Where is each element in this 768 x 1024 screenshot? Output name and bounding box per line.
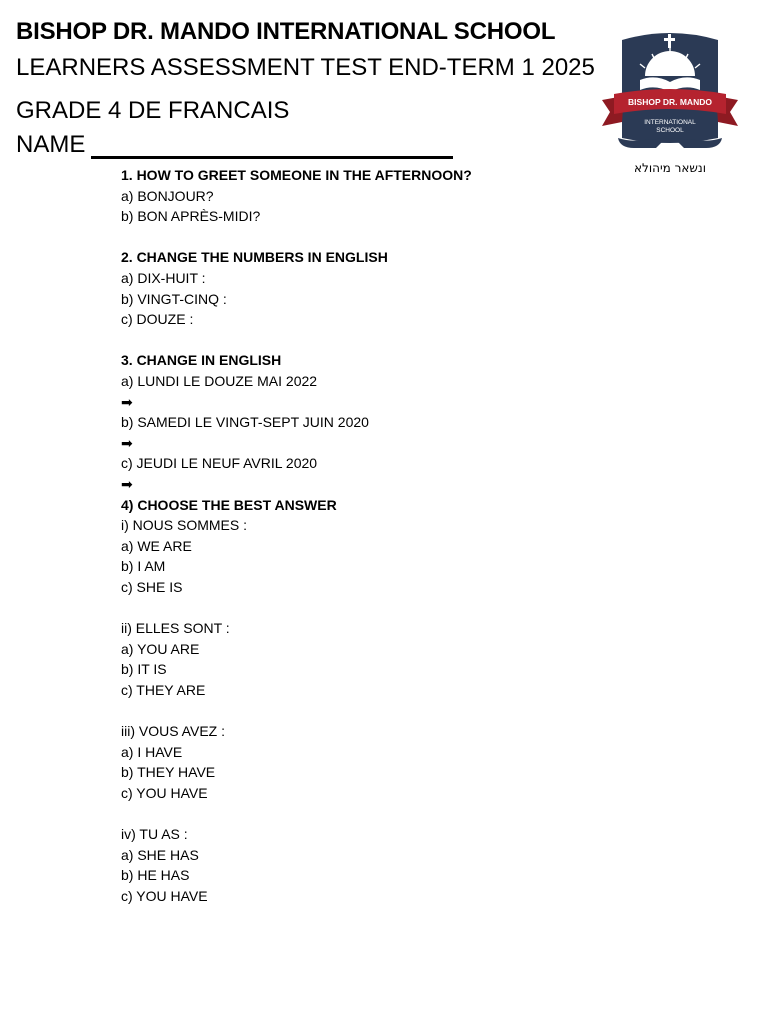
logo-sub-text-2: SCHOOL: [656, 127, 684, 134]
q4-i-option-b: b) I AM: [121, 558, 166, 575]
q4-iv-option-a: a) SHE HAS: [121, 846, 199, 863]
questions: [121, 165, 581, 906]
test-title: LEARNERS ASSESSMENT TEST END-TERM 1 2025: [16, 54, 595, 81]
q2-item-c: c) DOUZE :: [121, 311, 194, 328]
school-name: BISHOP DR. MANDO INTERNATIONAL SCHOOL: [16, 18, 556, 45]
q4-iv-prompt: iv) TU AS :: [121, 826, 188, 842]
q4-iii-prompt: iii) VOUS AVEZ :: [121, 723, 225, 740]
school-logo: [600, 30, 740, 180]
logo-banner-text: BISHOP DR. MANDO: [628, 97, 712, 107]
arrow-icon: ➡: [121, 475, 133, 492]
q4-iii-option-b: b) THEY HAVE: [121, 764, 216, 781]
arrow-icon: ➡: [121, 393, 133, 410]
q3-item-b: b) SAMEDI LE VINGT-SEPT JUIN 2020: [121, 414, 369, 431]
q2-item-b: b) VINGT-CINQ :: [121, 290, 227, 307]
q4-i-option-c: c) SHE IS: [121, 578, 183, 595]
q4-iv-option-c: c) YOU HAVE: [121, 887, 208, 904]
name-label: NAME: [16, 131, 86, 158]
name-blank-line[interactable]: [91, 134, 453, 159]
q4-i-option-a: a) WE ARE: [121, 537, 192, 554]
arrow-icon: ➡: [121, 434, 133, 451]
logo-sub-text-1: INTERNATIONAL: [644, 119, 696, 126]
question-2-title: 2. CHANGE THE NUMBERS IN ENGLISH: [121, 249, 388, 266]
logo-motto: ונשאר מיהולא: [634, 161, 706, 175]
q4-ii-option-a: a) YOU ARE: [121, 640, 200, 657]
q2-item-a: a) DIX-HUIT :: [121, 269, 206, 286]
q1-option-b: b) BON APRÈS-MIDI?: [121, 208, 261, 225]
question-4-title: 4) CHOOSE THE BEST ANSWER: [121, 496, 337, 513]
q4-ii-prompt: ii) ELLES SONT :: [121, 620, 230, 637]
q3-item-a: a) LUNDI LE DOUZE MAI 2022: [121, 372, 318, 389]
q1-option-a: a) BONJOUR?: [121, 187, 214, 204]
q4-iii-option-c: c) YOU HAVE: [121, 784, 208, 801]
q4-ii-option-c: c) THEY ARE: [121, 681, 206, 698]
grade-subject: GRADE 4 DE FRANCAIS: [16, 97, 290, 124]
name-field[interactable]: [16, 131, 453, 159]
q3-item-c: c) JEUDI LE NEUF AVRIL 2020: [121, 455, 318, 472]
q4-ii-option-b: b) IT IS: [121, 661, 167, 678]
q4-i-prompt: i) NOUS SOMMES :: [121, 517, 248, 534]
question-3-title: 3. CHANGE IN ENGLISH: [121, 352, 282, 369]
q4-iv-option-b: b) HE HAS: [121, 867, 190, 884]
q4-iii-option-a: a) I HAVE: [121, 743, 183, 760]
question-1-title: 1. HOW TO GREET SOMEONE IN THE AFTERNOON?: [121, 167, 472, 183]
